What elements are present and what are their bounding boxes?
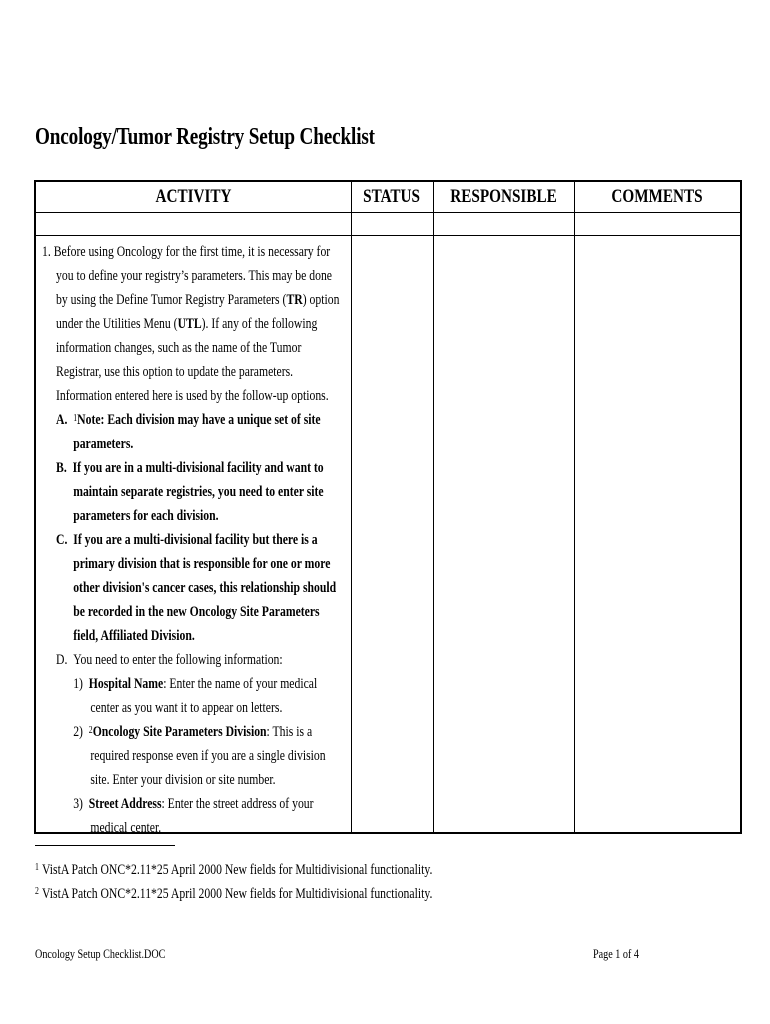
activity-text: 1. Before using Oncology for the first time, it is necessary for you to define your registry’s parameters. This may be done by using the Define Tumor Registry Parameters (TR) option under the Utilities Menu (UTL). If any of the following information changes, such as the name of the Tumor Registrar, use this option to update the parameters. Information entered here is used by the follow-up options. A. $^1$Note: Each division may have a unique set of site parameters. B. If you are in a multi-divisional facility and want to maintain separate registries, you need to enter site parameters for each division. C. If you are a multi-divisional facility but there is a primary division that is responsible for one or more other division's cancer cases, this relationship should be recorded in the new Oncology Site Parameters field, Affiliated Division. D. You need to enter the following information: 1) Hospital Name: Enter the name of your medical center as you want it to appear on letters. 2) $^2$Oncology Site Parameters Division: This is a required response even if you are a single division site. Enter your division or site number. 3) Street Address: Enter the street address of your medical center.: [42, 244, 340, 836]
column-header-activity: ACTIVITY: [35, 181, 351, 213]
footer-page-number: Page 1 of 4: [593, 946, 639, 961]
column-header-responsible: RESPONSIBLE: [433, 181, 574, 213]
footnote-1: $^1$ VistA Patch ONC*2.11*25 April 2000 New fields for Multidivisional functionality.: [35, 862, 433, 878]
column-header-status: STATUS: [351, 181, 433, 213]
checklist-table: [34, 180, 742, 834]
header-row: [35, 181, 741, 213]
spacer-row: [35, 213, 741, 236]
activity-cell: [35, 236, 351, 834]
footnotes: [35, 858, 432, 906]
responsible-cell: [433, 236, 574, 834]
footnote-separator: [35, 845, 175, 846]
column-header-comments: COMMENTS: [574, 181, 741, 213]
footnote-2: $^2$ VistA Patch ONC*2.11*25 April 2000 New fields for Multidivisional functionality.: [35, 886, 433, 902]
status-cell: [351, 236, 433, 834]
footer-filename: Oncology Setup Checklist.DOC: [35, 946, 166, 961]
table-row: [35, 236, 741, 834]
comments-cell: [574, 236, 741, 834]
page-title: Oncology/Tumor Registry Setup Checklist: [35, 124, 375, 150]
